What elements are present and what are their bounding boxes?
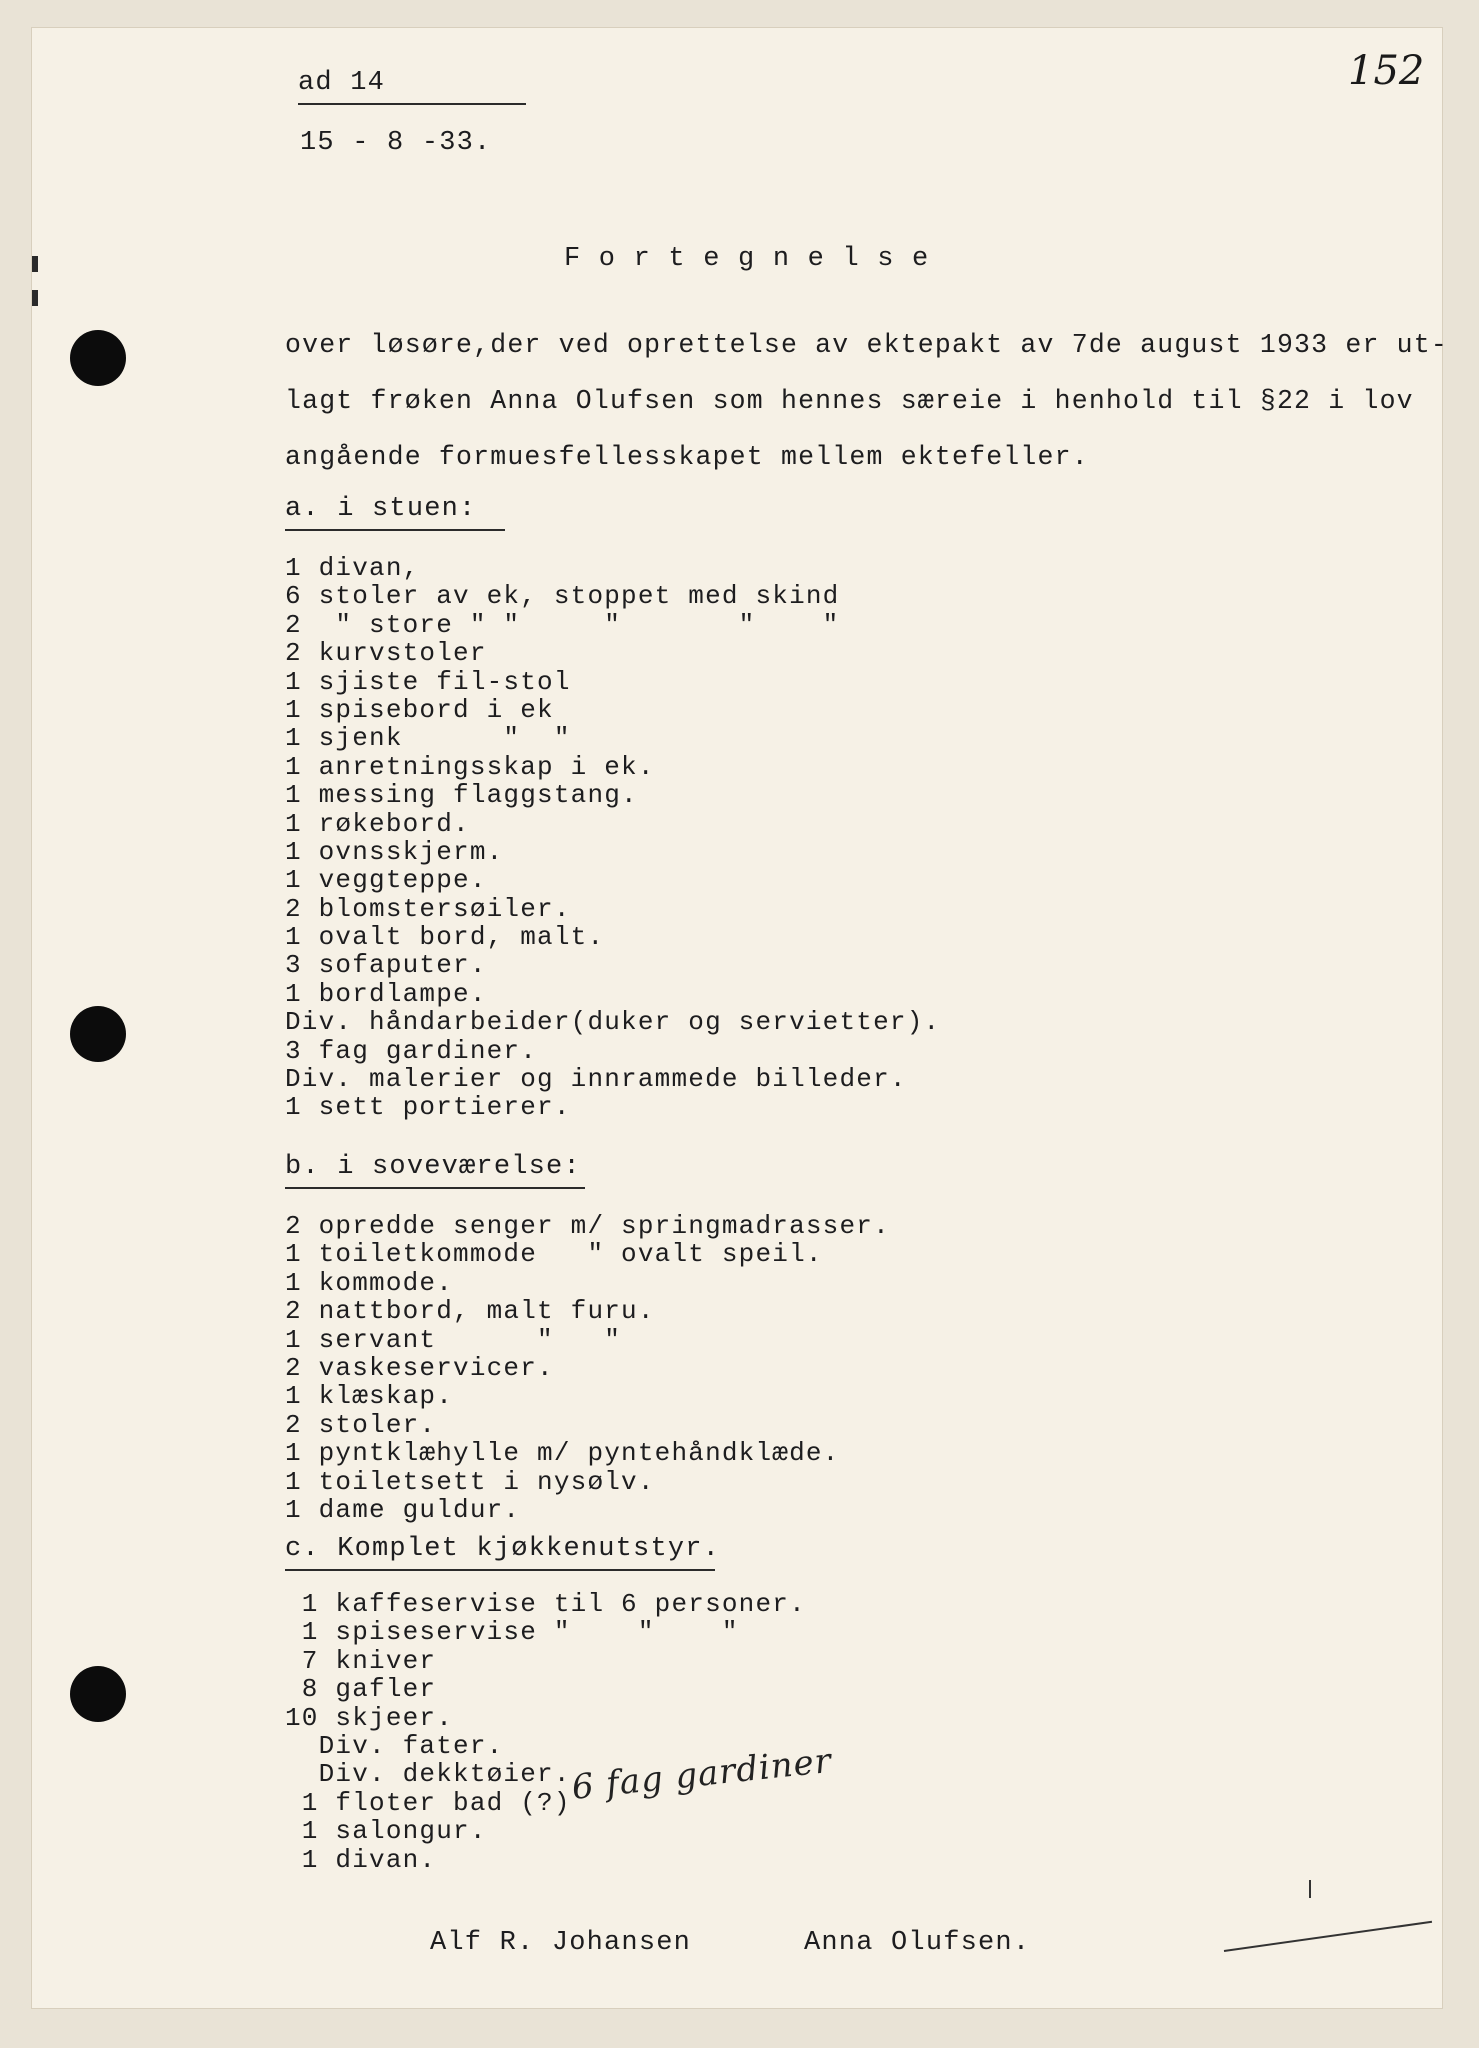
list-item: 1 anretningsskap i ek. <box>285 751 655 782</box>
list-item: 1 sjenk " " <box>285 723 571 754</box>
list-item: Div. fater. <box>285 1730 504 1761</box>
section-heading-a: a. i stuen: <box>285 496 505 531</box>
list-item: 1 spisebord i ek <box>285 694 554 725</box>
list-item: 1 sjiste fil-stol <box>285 666 571 697</box>
list-item: 1 sett portierer. <box>285 1092 571 1123</box>
list-item: 2 stoler. <box>285 1409 437 1440</box>
document-date: 15 - 8 -33. <box>300 128 492 158</box>
handwritten-note: 6 fag gardiner <box>569 1740 834 1808</box>
intro-line-3: angående formuesfellesskapet mellem ektefeller. <box>285 442 1089 472</box>
list-item: 1 veggteppe. <box>285 865 487 896</box>
list-item: 1 messing flaggstang. <box>285 780 638 811</box>
document-page <box>32 28 1448 2008</box>
list-item: 2 vaskeservicer. <box>285 1352 554 1383</box>
list-item: 1 divan, <box>285 553 420 583</box>
list-item: 1 ovnsskjerm. <box>285 836 504 867</box>
list-item: 1 toiletkommode " ovalt speil. <box>285 1239 823 1270</box>
list-item: 1 salongur. <box>285 1816 487 1847</box>
list-item: 3 fag gardiner. <box>285 1035 538 1066</box>
list-item: 2 " store " " " " " <box>285 609 840 640</box>
punch-hole <box>70 1666 126 1722</box>
list-item: 1 klæskap. <box>285 1381 454 1412</box>
list-item: 1 kommode. <box>285 1267 454 1298</box>
list-item: Div. malerier og innrammede billeder. <box>285 1064 907 1095</box>
list-item: Div. dekktøier. <box>285 1759 571 1790</box>
document-title: F o r t e g n e l s e <box>564 244 930 274</box>
list-item: 1 toiletsett i nysølv. <box>285 1466 655 1497</box>
intro-line-1: over løsøre,der ved oprettelse av ektepakt av 7de august 1933 er ut- <box>285 330 1448 360</box>
case-reference: ad 14 <box>298 70 526 105</box>
list-item: 3 sofaputer. <box>285 950 487 981</box>
list-item: 1 divan. <box>285 1844 437 1875</box>
list-item: 1 røkebord. <box>285 808 470 839</box>
section-heading-c: c. Komplet kjøkkenutstyr. <box>285 1536 715 1571</box>
signature-1: Alf R. Johansen <box>430 1928 692 1958</box>
list-item: 1 bordlampe. <box>285 978 487 1009</box>
section-c-list <box>285 1590 806 1874</box>
punch-hole <box>70 330 126 386</box>
list-item: 1 floter bad (?) <box>285 1787 571 1818</box>
punch-hole <box>70 1006 126 1062</box>
page-number: 152 <box>1348 48 1425 94</box>
signature-line <box>1224 1921 1432 1952</box>
list-item: 10 skjeer. <box>285 1702 454 1733</box>
list-item: 1 pyntklæhylle m/ pyntehåndklæde. <box>285 1438 840 1469</box>
list-item: 1 servant " " <box>285 1324 622 1355</box>
list-item: 6 stoler av ek, stoppet med skind <box>285 581 840 612</box>
section-a-list <box>285 554 940 1122</box>
list-item: 1 dame guldur. <box>285 1494 521 1525</box>
list-item: Div. håndarbeider(duker og servietter). <box>285 1007 941 1038</box>
margin-mark <box>32 256 38 272</box>
section-heading-b: b. i soveværelse: <box>285 1154 585 1189</box>
intro-line-2: lagt frøken Anna Olufsen som hennes særeie i henhold til §22 i lov <box>285 386 1414 416</box>
list-item: 2 kurvstoler <box>285 638 487 669</box>
list-item: 1 kaffeservise til 6 personer. <box>285 1589 806 1619</box>
list-item: 1 spiseservise " " " <box>285 1617 739 1648</box>
list-item: 1 ovalt bord, malt. <box>285 922 605 953</box>
list-item: 2 nattbord, malt furu. <box>285 1296 655 1327</box>
list-item: 2 blomstersøiler. <box>285 893 571 924</box>
pen-mark <box>1309 1880 1311 1898</box>
margin-mark <box>32 290 38 306</box>
signature-2: Anna Olufsen. <box>804 1928 1031 1958</box>
section-b-list <box>285 1212 890 1524</box>
list-item: 2 opredde senger m/ springmadrasser. <box>285 1211 890 1241</box>
list-item: 8 gafler <box>285 1674 437 1705</box>
list-item: 7 kniver <box>285 1645 437 1676</box>
